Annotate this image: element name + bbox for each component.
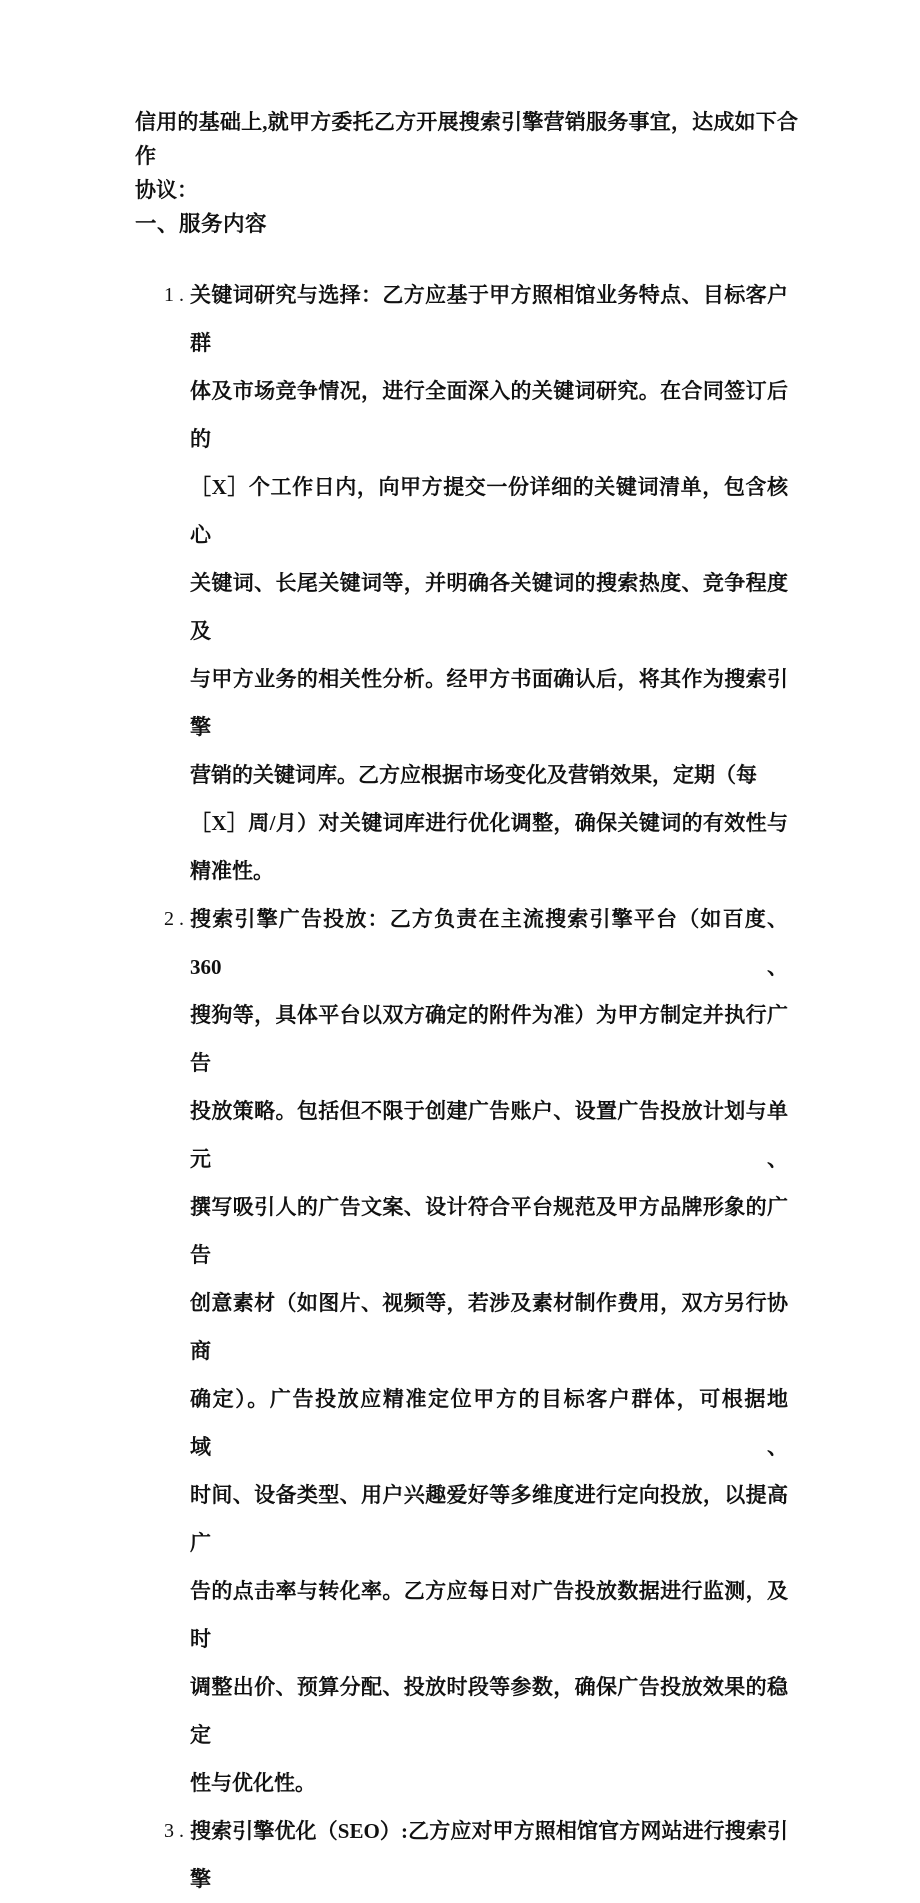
item-number: 1 . [164,284,184,306]
text-line: ［X］周/月）对关键词库进行优化调整，确保关键词的有效性与 [190,811,788,835]
text-line: 搜狗等，具体平台以双方确定的附件为准）为甲方制定并执行广告 [190,1003,788,1075]
text-line: 告的点击率与转化率。乙方应每日对广告投放数据进行监测，及时 [190,1579,788,1651]
text-line: 协议： [135,178,198,202]
text-line: 体及市场竞争情况，进行全面深入的关键词研究。在合同签订后的 [190,379,788,451]
intro-paragraph [135,105,798,207]
text-line: 精准性。 [190,859,274,883]
text-line: ［X］个工作日内，向甲方提交一份详细的关键词清单，包含核心 [190,475,788,547]
text-line: 调整出价、预算分配、投放时段等参数，确保广告投放效果的稳定 [190,1675,788,1747]
text-line: 关键词研究与选择：乙方应基于甲方照相馆业务特点、目标客户群 [190,283,788,355]
text-line: 关键词、长尾关键词等，并明确各关键词的搜索热度、竞争程度及 [190,571,788,643]
text-line: 投放策略。包括但不限于创建广告账户、设置广告投放计划与单元、 [190,1099,788,1171]
text-line: 搜索引擎广告投放：乙方负责在主流搜索引擎平台（如百度、360、 [190,907,788,979]
list-item [164,895,788,1807]
service-content-list [164,271,788,1903]
list-item [164,1807,788,1903]
text-line: 营销的关键词库。乙方应根据市场变化及营销效果，定期（每 [190,763,757,787]
text-line: 性与优化性。 [190,1771,316,1795]
text-line: 时间、设备类型、用户兴趣爱好等多维度进行定向投放，以提高广 [190,1483,788,1555]
item-number: 2 . [164,908,184,930]
text-line: 信用的基础上,就甲方委托乙方开展搜索引擎营销服务事宜，达成如下合作 [135,110,798,168]
text-line: 与甲方业务的相关性分析。经甲方书面确认后，将其作为搜索引擎 [190,667,788,739]
list-item [164,271,788,895]
text-line: 撰写吸引人的广告文案、设计符合平台规范及甲方品牌形象的广告 [190,1195,788,1267]
section-heading: 一、服务内容 [135,212,268,236]
item-number: 3 . [164,1820,184,1842]
text-line: 创意素材（如图片、视频等，若涉及素材制作费用，双方另行协商 [190,1291,788,1363]
text-line: 确定）。广告投放应精准定位甲方的目标客户群体，可根据地域、 [190,1387,788,1459]
text-line: 搜索引擎优化（SEO）:乙方应对甲方照相馆官方网站进行搜索引擎 [190,1819,788,1891]
